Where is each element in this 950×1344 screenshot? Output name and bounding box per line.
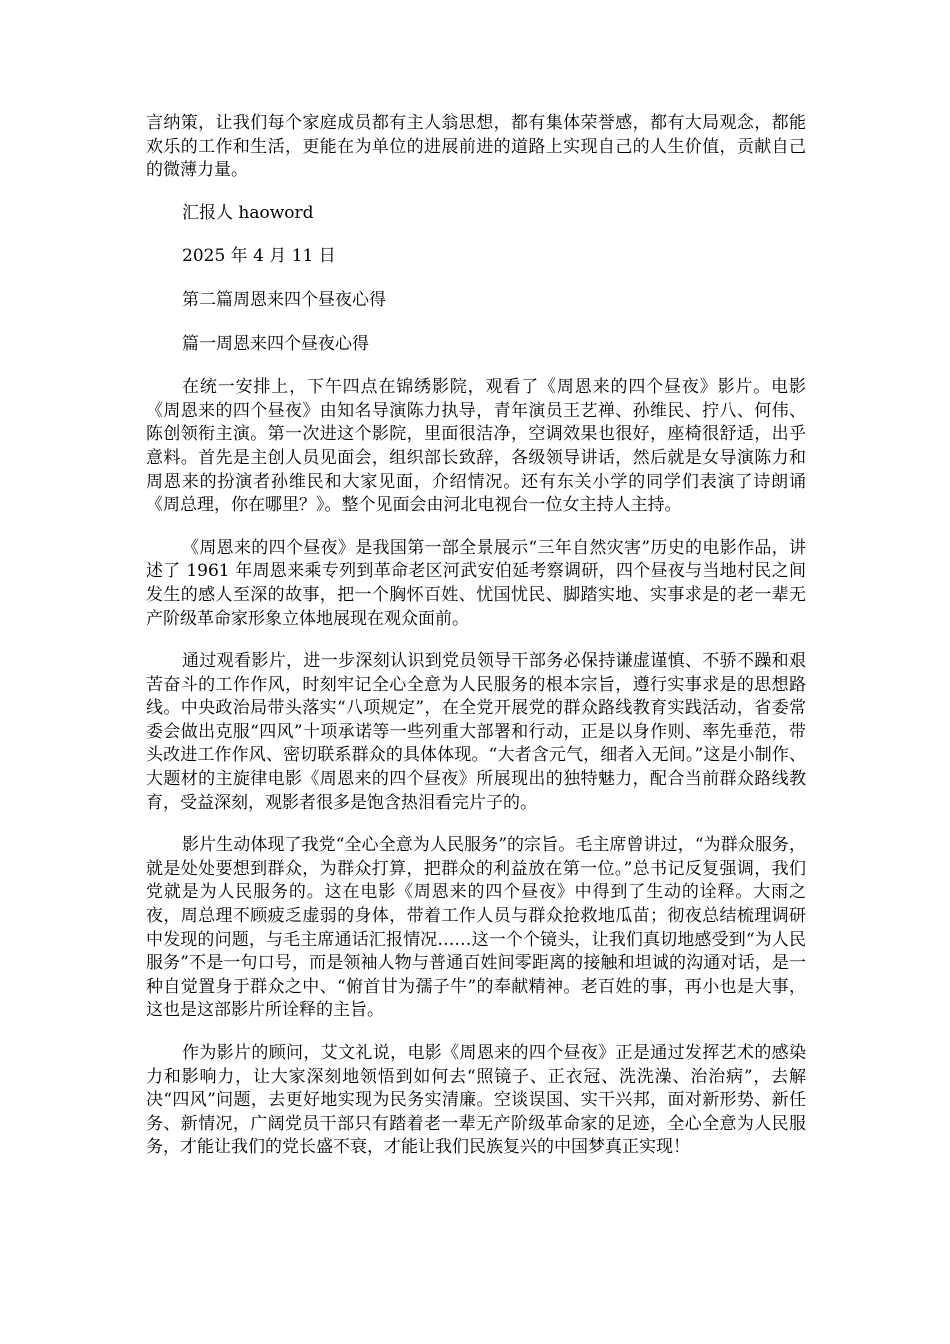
body-paragraph: 《周恩来的四个昼夜》是我国第一部全景展示“三年自然灾害”历史的电影作品，讲述了 1961 年周恩来乘专列到革命老区河武安伯延考察调研，四个昼夜与当地村民之间发生的感人至深的故事，把一个胸怀百姓、忧国忧民、脚踏实地、实事求是的老一辈无产阶级革命家形象立体地展现在观众面前。 (146, 537, 806, 629)
date-line: 2025 年 4 月 11 日 (182, 246, 336, 267)
body-paragraph: 在统一安排上，下午四点在锦绣影院，观看了《周恩来的四个昼夜》影片。电影《周恩来的四个昼夜》由知名导演陈力执导，青年演员王艺禅、孙维民、拧八、何伟、陈创领衔主演。第一次进这个影院，里面很洁净，空调效果也很好，座椅很舒适，出乎意料。首先是主创人员见面会，组织部长致辞，各级领导讲话，然后就是女导演陈力和周恩来的扮演者孙维民和大家见面，介绍情况。还有东关小学的同学们表演了诗朗诵《周总理，你在哪里？》。整个见面会由河北电视台一位女主持人主持。 (146, 377, 806, 516)
continuation-paragraph: 言纳策，让我们每个家庭成员都有主人翁思想，都有集体荣誉感，都有大局观念，都能欢乐的工作和生活，更能在为单位的进展前进的道路上实现自己的人生价值，贡献自己的微薄力量。 (146, 113, 806, 181)
body-paragraph: 通过观看影片，进一步深刻认识到党员领导干部务必保持谦虚谨慎、不骄不躁和艰苦奋斗的工作作风，时刻牢记全心全意为人民服务的根本宗旨，遵行实事求是的思想路线。中央政治局带头落实“八项规定”，在全党开展党的群众路线教育实践活动，省委常委会做出克服“四风”十项承诺等一些列重大部署和行动，正是以身作则、率先垂范，带头改进工作作风、密切联系群众的具体体现。“大者含元气，细者入无间。”这是小制作、大题材的主旋律电影《周恩来的四个昼夜》所展现出的独特魅力，配合当前群众路线教育，受益深刻，观影者很多是饱含热泪看完片子的。 (146, 651, 806, 813)
reporter-line: 汇报人 haoword (182, 202, 314, 223)
document-page (146, 112, 806, 1179)
sub-title: 篇一周恩来四个昼夜心得 (182, 333, 369, 354)
section-title: 第二篇周恩来四个昼夜心得 (182, 289, 386, 310)
body-paragraph: 影片生动体现了我党“全心全意为人民服务”的宗旨。毛主席曾讲过，“为群众服务，就是处处要想到群众，为群众打算，把群众的利益放在第一位。”总书记反复强调，我们党就是为人民服务的。这在电影《周恩来的四个昼夜》中得到了生动的诠释。大雨之夜，周总理不顾疲乏虚弱的身体，带着工作人员与群众抢救地瓜苗；彻夜总结梳理调研中发现的问题，与毛主席通话汇报情况……这一个个镜头，让我们真切地感受到“为人民服务”不是一句口号，而是领袖人物与普通百姓间零距离的接触和坦诚的沟通对话，是一种自觉置身于群众之中、“俯首甘为孺子牛”的奉献精神。老百姓的事，再小也是大事，这也是这部影片所诠释的主旨。 (146, 835, 806, 1021)
body-paragraph: 作为影片的顾问，艾文礼说，电影《周恩来的四个昼夜》正是通过发挥艺术的感染力和影响力，让大家深刻地领悟到如何去“照镜子、正衣冠、洗洗澡、治治病”，去解决“四风”问题，去更好地实现为民务实清廉。空谈误国、实干兴邦，面对新形势、新任务、新情况，广阔党员干部只有踏着老一辈无产阶级革命家的足迹，全心全意为人民服务，才能让我们的党长盛不衰，才能让我们民族复兴的中国梦真正实现！ (146, 1043, 806, 1158)
